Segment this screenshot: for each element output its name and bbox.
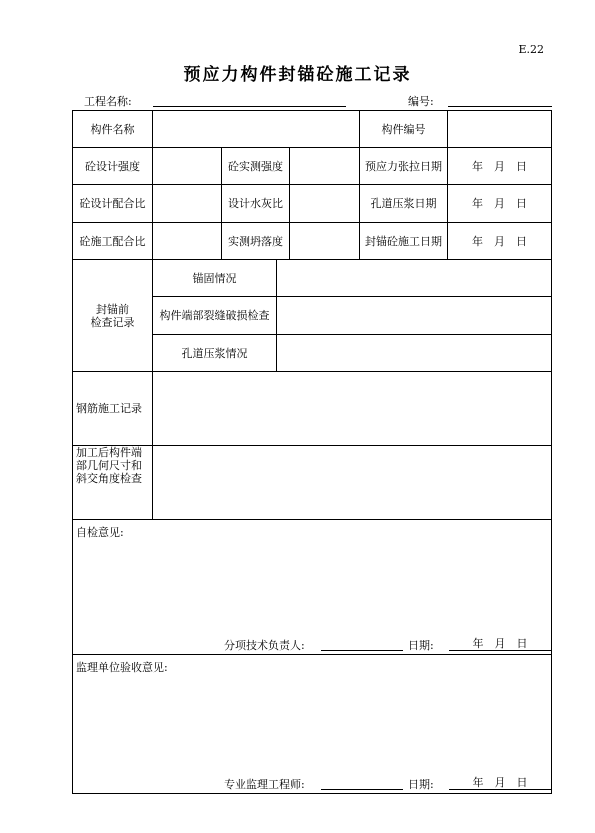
design-strength-label: 砼设计强度: [85, 159, 140, 173]
end-crack-field[interactable]: [277, 297, 551, 334]
supervision-field[interactable]: [73, 673, 551, 773]
number-label: 编号:: [408, 95, 434, 108]
pre-sealing-label-line1: 封锚前: [96, 302, 129, 316]
geometry-check-field[interactable]: [153, 446, 551, 519]
construction-mix-field[interactable]: [153, 223, 221, 259]
page-title: 预应力构件封锚砼施工记录: [183, 65, 412, 85]
anchorage-label: 锚固情况: [192, 271, 237, 285]
measured-strength-field[interactable]: [290, 148, 359, 184]
form-code: E.22: [518, 43, 544, 56]
self-check-field[interactable]: [73, 537, 551, 637]
project-name-field[interactable]: [153, 106, 346, 107]
anchorage-field[interactable]: [277, 260, 551, 296]
tension-date-field[interactable]: 年 月 日: [472, 159, 527, 173]
sealing-date-label: 封锚砼施工日期: [365, 234, 442, 248]
duct-grouting-field[interactable]: [277, 335, 551, 371]
supervision-date-field[interactable]: 年 月 日: [449, 776, 551, 790]
sealing-date-field[interactable]: 年 月 日: [472, 234, 527, 248]
rebar-record-label: 钢筋施工记录: [76, 402, 142, 415]
self-check-label: 自检意见:: [76, 526, 124, 539]
pre-sealing-label: [73, 260, 152, 371]
component-number-field[interactable]: [448, 111, 551, 147]
water-cement-ratio-field[interactable]: [290, 185, 359, 222]
geometry-check-line3: 斜交角度检查: [76, 472, 142, 485]
supervision-label: 监理单位验收意见:: [76, 661, 168, 674]
self-check-date-label: 日期:: [408, 639, 434, 652]
end-crack-label: 构件端部裂缝破损检查: [159, 309, 270, 322]
grouting-date-field[interactable]: 年 月 日: [472, 197, 527, 210]
design-strength-field[interactable]: [153, 148, 221, 184]
construction-mix-label: 砼施工配合比: [79, 234, 146, 248]
tension-date-label: 预应力张拉日期: [365, 159, 442, 173]
water-cement-ratio-label: 设计水灰比: [228, 197, 283, 210]
component-name-field[interactable]: [153, 111, 359, 147]
measured-slump-field[interactable]: [290, 223, 359, 259]
self-check-date-field[interactable]: 年 月 日: [449, 637, 551, 651]
self-check-signer-field[interactable]: [321, 650, 403, 651]
design-mix-label: 砼设计配合比: [79, 197, 146, 210]
pre-sealing-label-line2: 检查记录: [90, 315, 135, 329]
geometry-check-line2: 部几何尺寸和: [76, 459, 142, 472]
supervision-date-label: 日期:: [408, 778, 434, 791]
measured-strength-label: 砼实测强度: [228, 159, 283, 173]
supervision-signer-label: 专业监理工程师:: [224, 778, 305, 791]
grouting-date-label: 孔道压浆日期: [370, 197, 437, 210]
geometry-check-line1: 加工后构件端: [76, 446, 142, 459]
geometry-check-label: [73, 446, 152, 519]
record-table: [72, 110, 552, 794]
design-mix-field[interactable]: [153, 185, 221, 222]
component-number-label: 构件编号: [381, 122, 426, 136]
measured-slump-label: 实测坍落度: [228, 234, 283, 248]
self-check-signer-label: 分项技术负责人:: [224, 639, 305, 652]
number-field[interactable]: [448, 106, 552, 107]
supervision-signer-field[interactable]: [321, 789, 403, 790]
duct-grouting-label: 孔道压浆情况: [181, 346, 248, 360]
component-name-label: 构件名称: [90, 122, 135, 136]
rebar-record-field[interactable]: [153, 372, 551, 445]
project-name-label: 工程名称:: [84, 95, 132, 108]
